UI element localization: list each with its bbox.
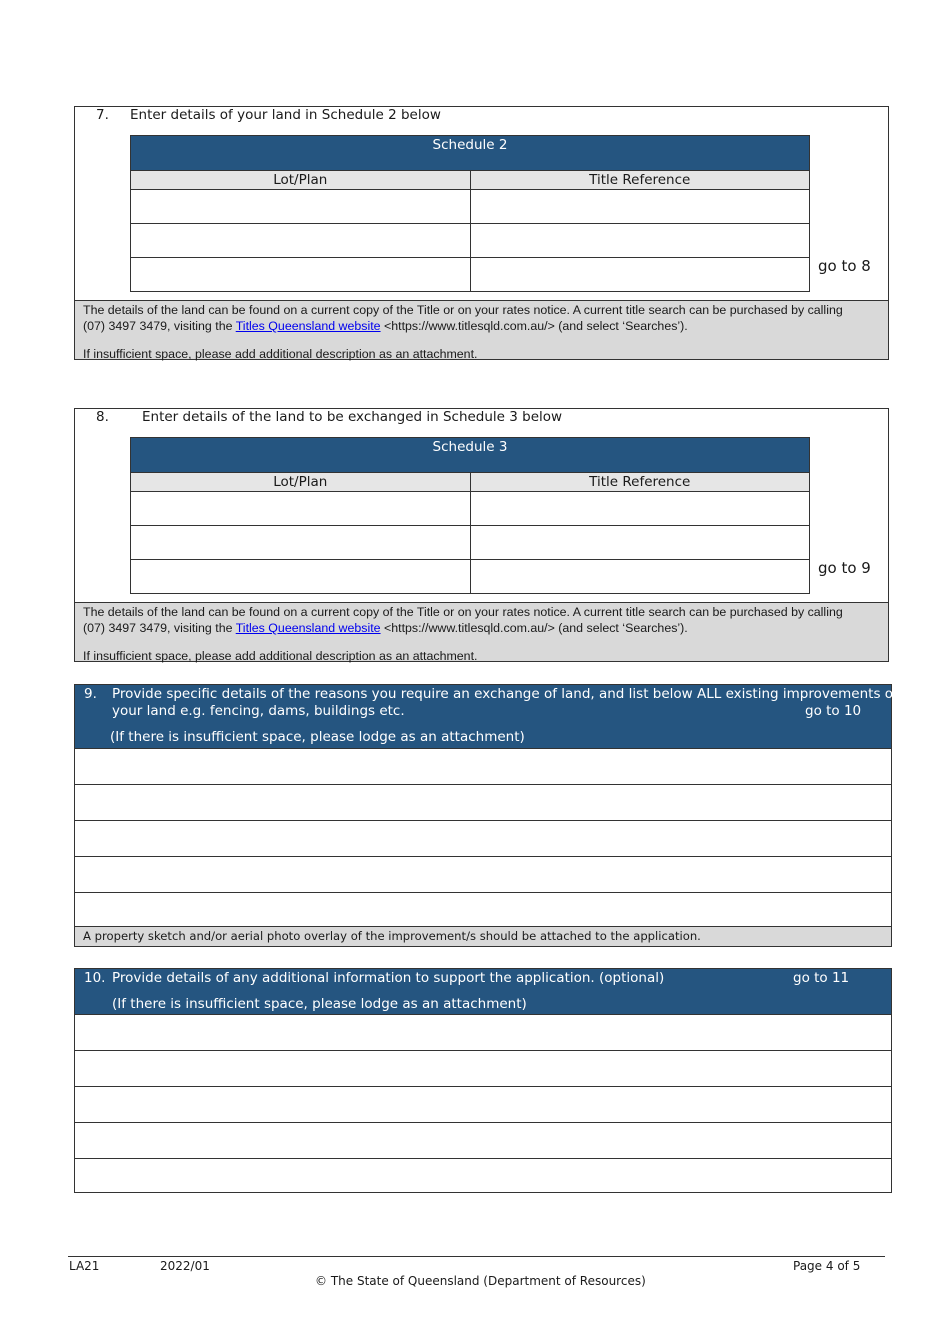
form-version: 2022/01 <box>160 1259 210 1273</box>
lot-plan-field[interactable] <box>131 560 471 594</box>
schedule-3-table <box>130 437 810 594</box>
note-line-2: (07) 3497 3479, visiting the Titles Queensland website <https://www.titlesqld.com.au/> (and select ‘Searches’). <box>83 319 688 333</box>
answer-line[interactable] <box>75 856 891 892</box>
section-7 <box>74 106 889 360</box>
answer-line[interactable] <box>75 892 891 926</box>
form-code: LA21 <box>69 1259 100 1273</box>
answer-line[interactable] <box>75 820 891 856</box>
title-reference-field[interactable] <box>470 258 810 292</box>
land-details-note <box>75 300 888 359</box>
lot-plan-field[interactable] <box>131 492 471 526</box>
answer-line[interactable] <box>75 748 891 784</box>
column-title-reference: Title Reference <box>470 473 810 492</box>
goto-10: go to 10 <box>805 703 862 719</box>
answer-line[interactable] <box>75 1086 891 1122</box>
answer-line[interactable] <box>75 1122 891 1158</box>
land-details-note <box>75 602 888 661</box>
title-reference-field[interactable] <box>470 190 810 224</box>
page-number: Page 4 of 5 <box>793 1259 861 1273</box>
answer-line[interactable] <box>75 1158 891 1192</box>
note-line-1: The details of the land can be found on a current copy of the Title or on your rates notice. A current title search can be purchased by calling <box>83 303 843 317</box>
question-9-line-2: your land e.g. fencing, dams, buildings etc. <box>112 703 405 719</box>
column-lot-plan: Lot/Plan <box>131 473 471 492</box>
copyright: © The State of Queensland (Department of Resources) <box>315 1274 646 1288</box>
footer-divider <box>68 1256 885 1257</box>
lot-plan-field[interactable] <box>131 258 471 292</box>
column-lot-plan: Lot/Plan <box>131 171 471 190</box>
question-9-line-1: Provide specific details of the reasons you require an exchange of land, and list below ALL existing improvements on <box>112 686 902 702</box>
goto-8: go to 8 <box>818 257 871 275</box>
schedule-3-title: Schedule 3 <box>131 438 810 473</box>
answer-line[interactable] <box>75 1050 891 1086</box>
question-9-hint: (If there is insufficient space, please lodge as an attachment) <box>110 729 525 745</box>
goto-9: go to 9 <box>818 559 871 577</box>
question-10-line-1: Provide details of any additional information to support the application. (optional) <box>112 970 665 986</box>
question-7-number: 7. <box>96 107 109 123</box>
title-reference-field[interactable] <box>470 526 810 560</box>
section-10-header <box>75 969 891 1014</box>
column-title-reference: Title Reference <box>470 171 810 190</box>
schedule-2-table <box>130 135 810 292</box>
question-7-text: Enter details of your land in Schedule 2 below <box>130 107 441 123</box>
title-reference-field[interactable] <box>470 560 810 594</box>
section-8 <box>74 408 889 662</box>
title-reference-field[interactable] <box>470 492 810 526</box>
note-line-3: If insufficient space, please add additional description as an attachment. <box>83 347 478 361</box>
section-9 <box>74 684 902 947</box>
lot-plan-field[interactable] <box>131 190 471 224</box>
titles-queensland-link[interactable]: Titles Queensland website <box>235 621 381 635</box>
titles-queensland-link[interactable]: Titles Queensland website <box>235 319 381 333</box>
answer-line[interactable] <box>75 784 891 820</box>
question-8-number: 8. <box>96 409 109 425</box>
goto-11: go to 11 <box>793 970 850 986</box>
question-10-number: 10. <box>84 970 106 986</box>
note-line-1: The details of the land can be found on a current copy of the Title or on your rates notice. A current title search can be purchased by calling <box>83 605 843 619</box>
answer-line[interactable] <box>75 1014 891 1050</box>
section-10 <box>74 968 892 1193</box>
question-9-number: 9. <box>84 686 97 702</box>
property-sketch-note: A property sketch and/or aerial photo overlay of the improvement/s should be attached to the application. <box>75 926 891 946</box>
note-line-2: (07) 3497 3479, visiting the Titles Queensland website <https://www.titlesqld.com.au/> (and select ‘Searches’). <box>83 621 688 635</box>
schedule-2-title: Schedule 2 <box>131 136 810 171</box>
lot-plan-field[interactable] <box>131 224 471 258</box>
lot-plan-field[interactable] <box>131 526 471 560</box>
question-8-text: Enter details of the land to be exchanged in Schedule 3 below <box>142 409 563 425</box>
section-9-header <box>75 685 902 748</box>
question-10-hint: (If there is insufficient space, please lodge as an attachment) <box>112 996 527 1012</box>
note-line-3: If insufficient space, please add additional description as an attachment. <box>83 649 478 663</box>
title-reference-field[interactable] <box>470 224 810 258</box>
